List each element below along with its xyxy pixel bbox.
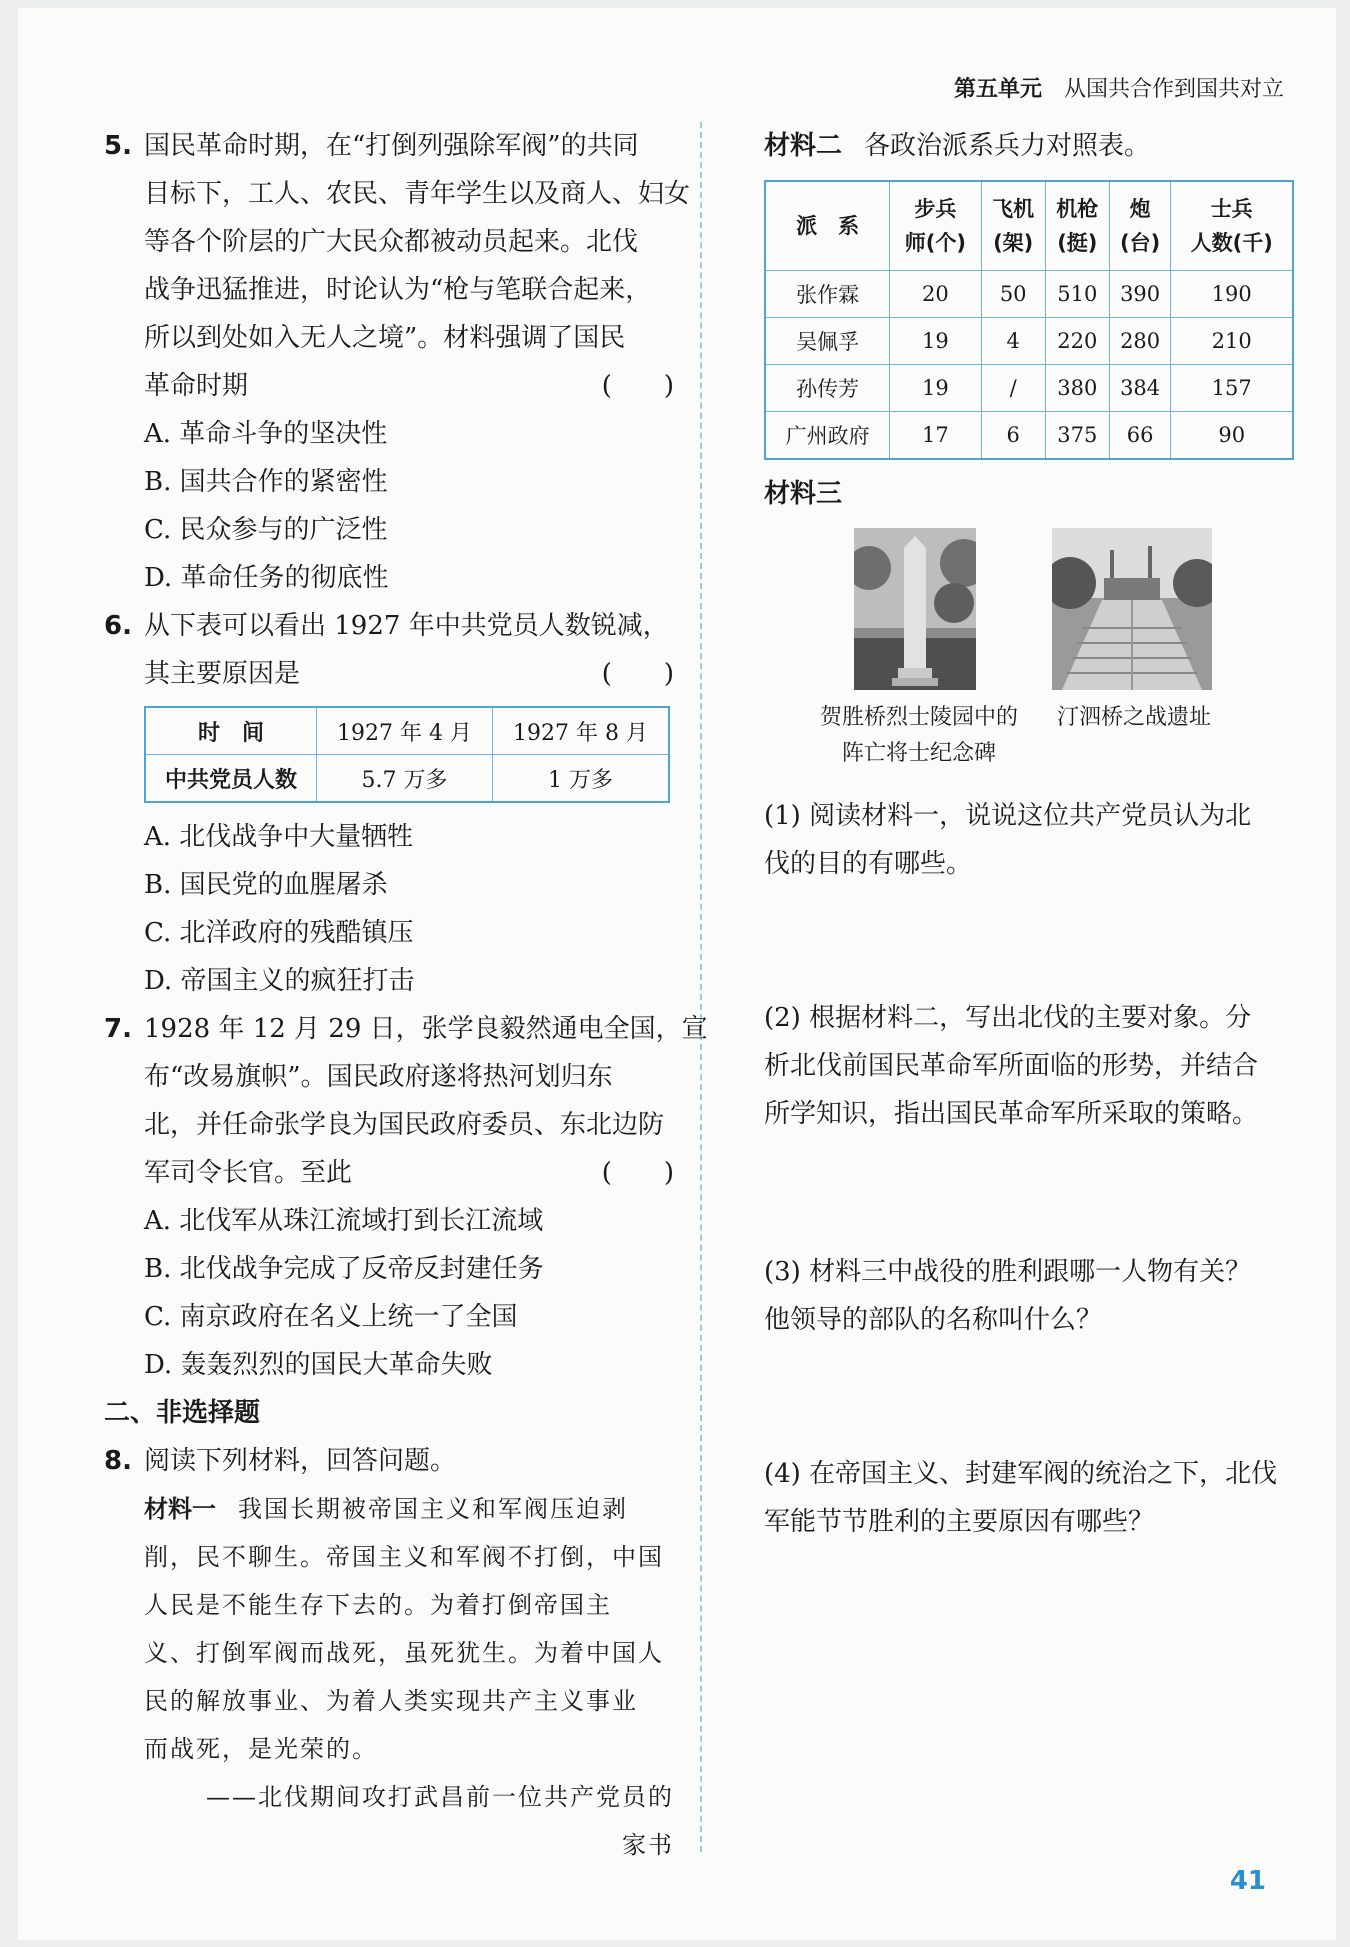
sub-question-text: 军能节节胜利的主要原因有哪些？ bbox=[764, 1507, 1155, 1537]
table-cell: / bbox=[981, 365, 1045, 412]
table-header: 步兵 师(个) bbox=[890, 181, 981, 271]
option-c: C. 民众参与的广泛性 bbox=[144, 515, 388, 545]
option-b: B. 国共合作的紧密性 bbox=[144, 467, 388, 497]
sub-question-text: 所学知识，指出国民革命军所采取的策略。 bbox=[764, 1099, 1259, 1129]
sub-question-text: 析北伐前国民革命军所面临的形势，并结合 bbox=[764, 1051, 1259, 1081]
party-member-table bbox=[144, 706, 670, 803]
table-cell: 90 bbox=[1171, 412, 1293, 460]
table-header: 炮 (台) bbox=[1109, 181, 1171, 271]
question-number: 7. bbox=[104, 1014, 132, 1044]
table-header: 机枪 (挺) bbox=[1045, 181, 1109, 271]
table-cell: 1927 年 4 月 bbox=[317, 707, 493, 755]
faction-name: 广州政府 bbox=[765, 412, 890, 460]
option-a: A. 北伐战争中大量牺牲 bbox=[144, 822, 414, 852]
table-cell: 384 bbox=[1109, 365, 1171, 412]
column-divider bbox=[700, 122, 702, 1852]
question-number: 6. bbox=[104, 611, 132, 641]
option-b: B. 国民党的血腥屠杀 bbox=[144, 870, 388, 900]
sub-question-4 bbox=[764, 1450, 1304, 1546]
material-1-source: ——北伐期间攻打武昌前一位共产党员的 bbox=[206, 1783, 674, 1811]
material-1-text: 我国长期被帝国主义和军阀压迫剥 bbox=[238, 1495, 628, 1523]
question-text: 其主要原因是 bbox=[144, 659, 301, 689]
question-5 bbox=[104, 122, 691, 602]
question-6 bbox=[104, 602, 674, 1005]
table-cell: 20 bbox=[890, 271, 981, 318]
table-cell: 1 万多 bbox=[492, 755, 669, 803]
option-a: A. 北伐军从珠江流域打到长江流域 bbox=[144, 1206, 544, 1236]
table-cell: 19 bbox=[890, 318, 981, 365]
table-cell: 390 bbox=[1109, 271, 1171, 318]
memorial-monument-photo bbox=[854, 528, 976, 690]
material-3-photos bbox=[764, 522, 1304, 792]
material-1-text: 义、打倒军阀而战死，虽死犹生。为着中国人 bbox=[144, 1639, 664, 1667]
faction-name: 张作霖 bbox=[765, 271, 890, 318]
material-1-text: 削，民不聊生。帝国主义和军阀不打倒，中国 bbox=[144, 1543, 664, 1571]
sub-question-2 bbox=[764, 994, 1304, 1138]
question-text: 目标下，工人、农民、青年学生以及商人、妇女 bbox=[144, 179, 691, 209]
table-cell: 1927 年 8 月 bbox=[492, 707, 669, 755]
photo-1-caption bbox=[794, 700, 1044, 772]
question-text: 1928 年 12 月 29 日，张学良毅然通电全国，宣 bbox=[144, 1014, 708, 1044]
material-1-label: 材料一 bbox=[144, 1495, 216, 1523]
table-cell: 220 bbox=[1045, 318, 1109, 365]
sub-question-3 bbox=[764, 1248, 1304, 1344]
table-row bbox=[765, 412, 1293, 460]
table-row bbox=[765, 365, 1293, 412]
table-cell: 17 bbox=[890, 412, 981, 460]
sub-question-text: (3) 材料三中战役的胜利跟哪一人物有关？ bbox=[764, 1257, 1252, 1287]
sub-question-text: (4) 在帝国主义、封建军阀的统治之下，北伐 bbox=[764, 1459, 1278, 1489]
answer-bracket: ( ) bbox=[601, 659, 674, 689]
textbook-page bbox=[18, 8, 1336, 1940]
table-cell: 190 bbox=[1171, 271, 1293, 318]
option-c: C. 南京政府在名义上统一了全国 bbox=[144, 1302, 518, 1332]
option-a: A. 革命斗争的坚决性 bbox=[144, 419, 388, 449]
section-heading: 二、非选择题 bbox=[104, 1398, 261, 1428]
question-text: 等各个阶层的广大民众都被动员起来。北伐 bbox=[144, 227, 639, 257]
unit-title: 从国共合作到国共对立 bbox=[1063, 77, 1284, 102]
option-d: D. 革命任务的彻底性 bbox=[144, 563, 389, 593]
page-header bbox=[954, 72, 1284, 103]
table-cell: 375 bbox=[1045, 412, 1109, 460]
option-d: D. 轰轰烈烈的国民大革命失败 bbox=[144, 1350, 493, 1380]
table-header: 中共党员人数 bbox=[145, 755, 317, 803]
question-text: 战争迅猛推进，时论认为“枪与笔联合起来， bbox=[144, 275, 652, 305]
material-1-text: 人民是不能生存下去的。为着打倒帝国主 bbox=[144, 1591, 612, 1619]
photo-2-caption: 汀泗桥之战遗址 bbox=[1056, 705, 1211, 730]
table-cell: 19 bbox=[890, 365, 981, 412]
question-text: 从下表可以看出 1927 年中共党员人数锐减， bbox=[144, 611, 669, 641]
question-text: 军司令长官。至此 bbox=[144, 1158, 353, 1188]
page-number: 41 bbox=[1229, 1866, 1266, 1896]
caption-line: 贺胜桥烈士陵园中的 bbox=[819, 705, 1018, 730]
material-2-title: 各政治派系兵力对照表。 bbox=[864, 131, 1151, 161]
material-3-label: 材料三 bbox=[764, 479, 843, 509]
forces-table bbox=[764, 180, 1294, 460]
sub-question-text: 他领导的部队的名称叫什么？ bbox=[764, 1305, 1103, 1335]
table-cell: 210 bbox=[1171, 318, 1293, 365]
unit-label: 第五单元 bbox=[953, 77, 1042, 102]
option-c: C. 北洋政府的残酷镇压 bbox=[144, 918, 414, 948]
material-1-source: 家书 bbox=[622, 1831, 674, 1859]
question-text: 国民革命时期，在“打倒列强除军阀”的共同 bbox=[144, 131, 639, 161]
question-text: 布“改易旗帜”。国民政府遂将热河划归东 bbox=[144, 1062, 613, 1092]
question-text: 阅读下列材料，回答问题。 bbox=[144, 1446, 457, 1476]
table-cell: 5.7 万多 bbox=[317, 755, 493, 803]
material-1-text: 而战死，是光荣的。 bbox=[144, 1735, 378, 1763]
faction-name: 孙传芳 bbox=[765, 365, 890, 412]
sub-question-text: 伐的目的有哪些。 bbox=[764, 849, 973, 879]
battle-site-photo bbox=[1052, 528, 1212, 690]
question-8 bbox=[104, 1437, 674, 1869]
table-row bbox=[765, 271, 1293, 318]
table-row bbox=[765, 318, 1293, 365]
table-cell: 380 bbox=[1045, 365, 1109, 412]
question-number: 5. bbox=[104, 131, 132, 161]
table-cell: 6 bbox=[981, 412, 1045, 460]
question-7 bbox=[104, 1005, 708, 1389]
left-column bbox=[104, 122, 708, 1869]
question-text: 革命时期 bbox=[144, 371, 249, 401]
question-text: 所以到处如入无人之境”。材料强调了国民 bbox=[144, 323, 626, 353]
table-cell: 66 bbox=[1109, 412, 1171, 460]
sub-question-text: (1) 阅读材料一，说说这位共产党员认为北 bbox=[764, 801, 1252, 831]
sub-question-1 bbox=[764, 792, 1304, 888]
option-d: D. 帝国主义的疯狂打击 bbox=[144, 966, 415, 996]
table-cell: 510 bbox=[1045, 271, 1109, 318]
sub-question-text: (2) 根据材料二，写出北伐的主要对象。分 bbox=[764, 1003, 1252, 1033]
faction-name: 吴佩孚 bbox=[765, 318, 890, 365]
answer-bracket: ( ) bbox=[601, 1158, 674, 1188]
right-column bbox=[764, 122, 1304, 1546]
table-cell: 4 bbox=[981, 318, 1045, 365]
question-number: 8. bbox=[104, 1446, 132, 1476]
table-header: 士兵 人数(千) bbox=[1171, 181, 1293, 271]
question-text: 北，并任命张学良为国民政府委员、东北边防 bbox=[144, 1110, 665, 1140]
answer-bracket: ( ) bbox=[601, 371, 674, 401]
table-cell: 280 bbox=[1109, 318, 1171, 365]
material-1-text: 民的解放事业、为着人类实现共产主义事业 bbox=[144, 1687, 638, 1715]
table-cell: 157 bbox=[1171, 365, 1293, 412]
option-b: B. 北伐战争完成了反帝反封建任务 bbox=[144, 1254, 544, 1284]
caption-line: 阵亡将士纪念碑 bbox=[841, 741, 996, 766]
table-header: 时 间 bbox=[145, 707, 317, 755]
table-header: 派 系 bbox=[765, 181, 890, 271]
material-2-label: 材料二 bbox=[764, 131, 843, 161]
table-cell: 50 bbox=[981, 271, 1045, 318]
table-header: 飞机 (架) bbox=[981, 181, 1045, 271]
